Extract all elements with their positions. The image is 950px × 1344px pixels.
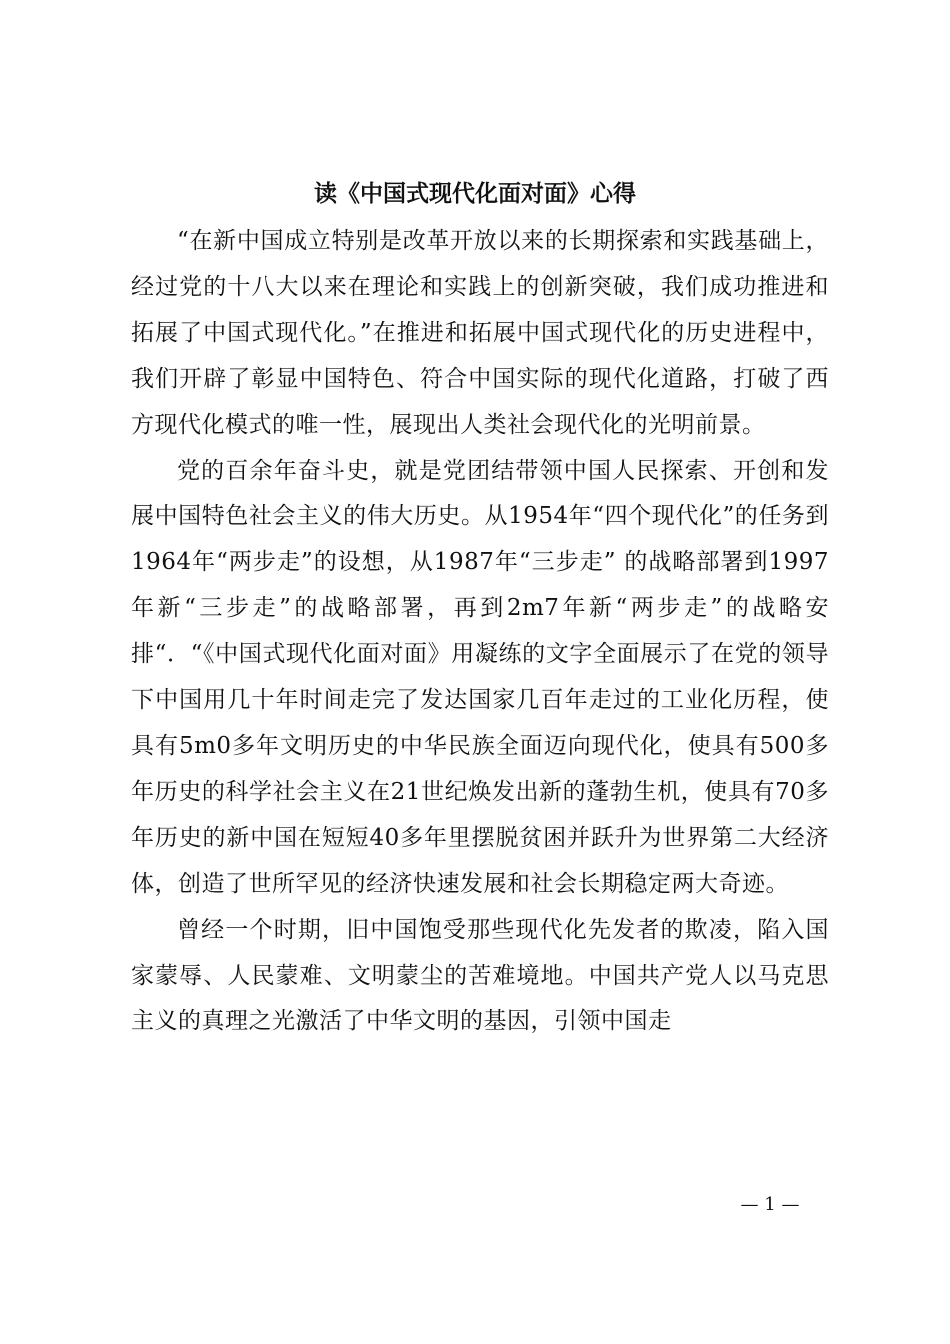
paragraph-2: 党的百余年奋斗史，就是党团结带领中国人民探索、开创和发展中国特色社会主义的伟大历史。从1954年“四个现代化”的任务到1964年“两步走”的设想，从1987年“三步走” 的战略部署到1997年新“三步走”的战略部署，再到2m7年新“两步走”的战略安排“．“《中国式现代化面对面》用凝练的文字全面展示了在党的领导下中国用几十年时间走完了发达国家几百年走过的工业化历程，使具有5m0多年文明历史的中华民族全面迈向现代化，使具有500多年历史的科学社会主义在21世纪焕发出新的蓬勃生机，使具有70多年历史的新中国在短短40多年里摆脱贫困并跃升为世界第二大经济体，创造了世所罕见的经济快速发展和社会长期稳定两大奇迹。	[131, 457, 829, 897]
paragraph-3: 曾经一个时期，旧中国饱受那些现代化先发者的欺凌，陷入国家蒙辱、人民蒙难、文明蒙尘的苦难境地。中国共产党人以马克思主义的真理之光激活了中华文明的基因，引领中国走	[131, 916, 829, 1035]
paragraph-1: “在新中国成立特别是改革开放以来的长期探索和实践基础上，经过党的十八大以来在理论和实践上的创新突破，我们成功推进和拓展了中国式现代化。”在推进和拓展中国式现代化的历史进程中，我们开辟了彰显中国特色、符合中国实际的现代化道路，打破了西方现代化模式的唯一性，展现出人类社会现代化的光明前景。	[131, 228, 829, 438]
page-number: — 1 —	[740, 1194, 800, 1215]
document-body	[131, 219, 829, 1045]
document-title: 读《中国式现代化面对面》心得	[314, 180, 636, 207]
